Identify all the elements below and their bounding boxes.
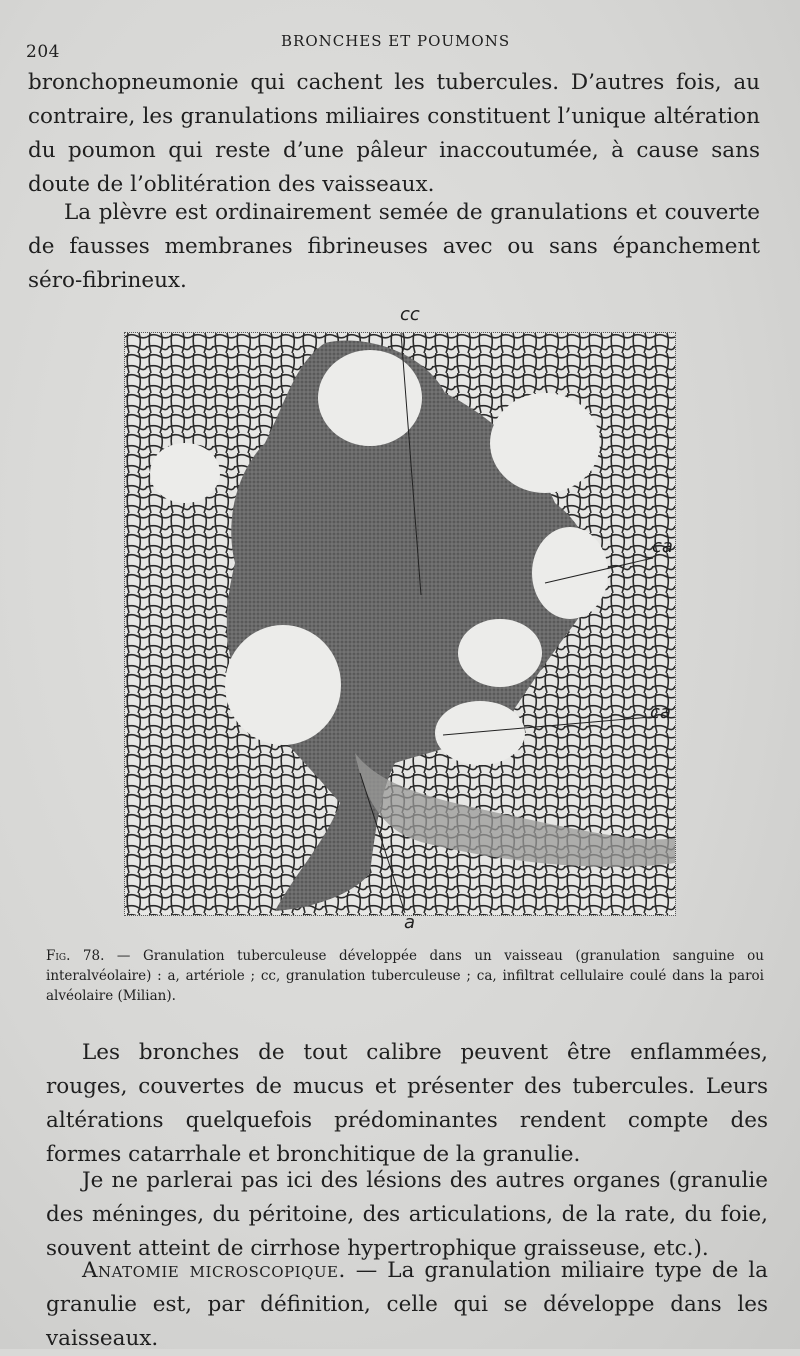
figure-illustration xyxy=(124,332,676,916)
figure-label-ca-lower: ca xyxy=(650,702,671,723)
alveolus-far-left xyxy=(150,443,220,503)
alveolus-right xyxy=(532,527,608,619)
figure-label-ca-upper: ca xyxy=(652,536,673,557)
alveolus-upper-right xyxy=(490,393,600,493)
paragraph-bronches: Les bronches de tout calibre peuvent être enflammées, rouges, couvertes de mucus et présenter des tubercules. Leurs altérations quelquefois prédominantes rendent compte des formes catarrhale et bronchitique de la granulie. xyxy=(46,1040,768,1167)
figure-number: Fig. 78. xyxy=(46,948,105,964)
running-head xyxy=(26,30,760,62)
alveolus-lower xyxy=(435,701,525,765)
paragraph-continuation: bronchopneumonie qui cachent les tubercules. D’autres fois, au contraire, les granulations miliaires constituent l’unique altération du poumon qui reste d’une pâleur inaccoutumée, à cause sans doute de l’oblitération des vaisseaux. xyxy=(28,70,760,197)
alveolus-left xyxy=(225,625,341,745)
paragraph-autres-organes: Je ne parlerai pas ici des lésions des autres organes (granulie des méninges, du péritoine, des articulations, de la rate, du foie, souvent atteint de cirrhose hypertrophique graisseuse, etc.). xyxy=(46,1168,768,1261)
figure-label-a: a xyxy=(404,912,416,933)
paragraph-anatomie xyxy=(46,1254,768,1356)
figure-caption-text: — Granulation tuberculeuse développée dans un vaisseau (granulation sanguine ou interalvéolaire) : a, artériole ; cc, granulation tuberculeuse ; ca, infiltrat cellulaire coulé dans la paroi alvéolaire (Milian). xyxy=(46,948,764,1004)
alveolus-mid-right xyxy=(458,619,542,687)
figure-label-cc: cc xyxy=(400,304,420,325)
paragraph-anatomie-text: — La granulation miliaire type de la granulie est, par définition, celle qui se développe dans les vaisseaux. xyxy=(46,1258,768,1351)
figure-caption xyxy=(46,946,764,1006)
running-title: BRONCHES ET POUMONS xyxy=(281,32,511,50)
section-lead: Anatomie microscopique. xyxy=(82,1258,346,1283)
histology-drawing xyxy=(125,333,675,915)
page-number: 204 xyxy=(26,42,60,62)
paragraph-plevre: La plèvre est ordinairement semée de granulations et couverte de fausses membranes fibrineuses avec ou sans épanchement séro-fibrineux. xyxy=(28,200,760,293)
